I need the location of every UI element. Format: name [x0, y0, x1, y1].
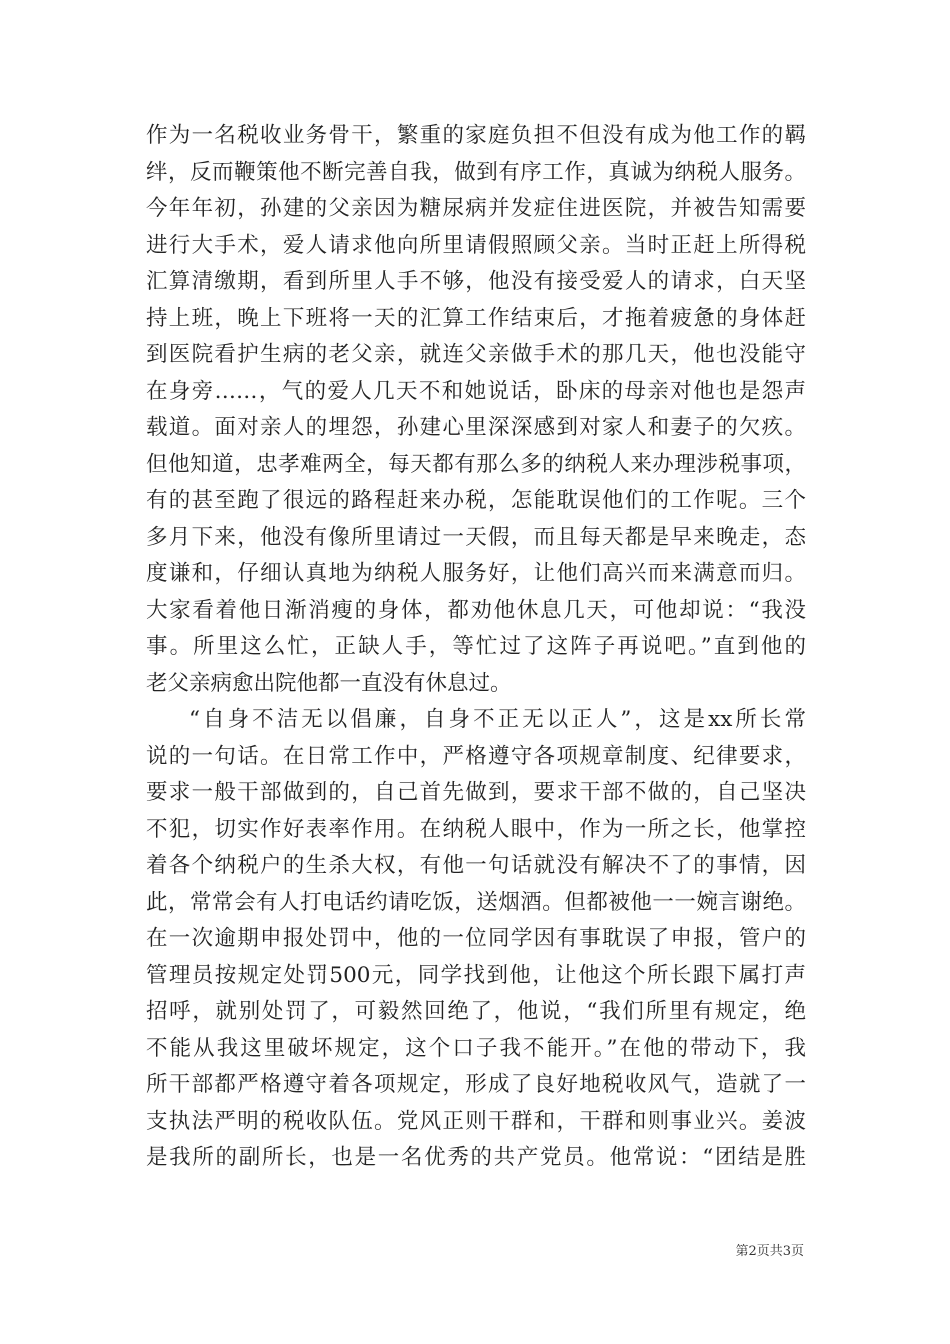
text-line: 此，常常会有人打电话约请吃饭，送烟酒。但都被他一一婉言谢绝。 [146, 889, 806, 915]
text-line: 在身旁……，气的爱人几天不和她说话，卧床的母亲对他也是怨声 [146, 378, 806, 404]
text-line: 汇算清缴期，看到所里人手不够，他没有接受爱人的请求，白天坚 [146, 269, 806, 294]
body-text [146, 118, 806, 1177]
text-line: 招呼，就别处罚了，可毅然回绝了，他说，“我们所里有规定，绝 [146, 999, 806, 1024]
text-line: 作为一名税收业务骨干，繁重的家庭负担不但没有成为他工作的羁 [146, 123, 806, 148]
text-line: 持上班，晚上下班将一天的汇算工作结束后，才拖着疲惫的身体赶 [146, 305, 806, 331]
text-line: 在一次逾期申报处罚中，他的一位同学因有事耽误了申报，管户的 [146, 926, 806, 951]
text-line: 要求一般干部做到的，自己首先做到，要求干部不做的，自己坚决 [146, 780, 806, 805]
text-line: 是我所的副所长，也是一名优秀的共产党员。他常说：“团结是胜 [146, 1145, 806, 1170]
text-line: 有的甚至跑了很远的路程赶来办税，怎能耽误他们的工作呢。三个 [146, 488, 806, 513]
text-line: 到医院看护生病的老父亲，就连父亲做手术的那几天，他也没能守 [146, 342, 806, 367]
text-line: 事。所里这么忙，正缺人手，等忙过了这阵子再说吧。”直到他的 [146, 634, 806, 659]
text-line: 着各个纳税户的生杀大权，有他一句话就没有解决不了的事情，因 [146, 853, 806, 878]
text-line: 不能从我这里破坏规定，这个口子我不能开。”在他的带动下，我 [146, 1035, 806, 1061]
text-line: 绊，反而鞭策他不断完善自我，做到有序工作，真诚为纳税人服务。 [146, 159, 806, 185]
text-line: 大家看着他日渐消瘦的身体，都劝他休息几天，可他却说：“我没 [146, 597, 806, 623]
text-line: 支执法严明的税收队伍。党风正则干群和，干群和则事业兴。姜波 [146, 1108, 806, 1134]
text-line: 管理员按规定处罚500元，同学找到他，让他这个所长跟下属打声 [146, 962, 806, 988]
text-line: 老父亲病愈出院他都一直没有休息过。 [146, 670, 512, 696]
text-line: 多月下来，他没有像所里请过一天假，而且每天都是早来晚走，态 [146, 524, 806, 550]
text-line: 度谦和，仔细认真地为纳税人服务好，让他们高兴而来满意而归。 [146, 561, 806, 586]
text-line: 今年年初，孙建的父亲因为糖尿病并发症住进医院，并被告知需要 [146, 196, 806, 221]
text-line: 说的一句话。在日常工作中，严格遵守各项规章制度、纪律要求， [146, 743, 806, 769]
text-line: 进行大手术，爱人请求他向所里请假照顾父亲。当时正赶上所得税 [146, 232, 806, 258]
page-number: 第2页共3页 [735, 1244, 804, 1259]
text-line: 不犯，切实作好表率作用。在纳税人眼中，作为一所之长，他掌控 [146, 816, 806, 842]
text-line: 载道。面对亲人的埋怨，孙建心里深深感到对家人和妻子的欠疚。 [146, 415, 806, 440]
text-line: 所干部都严格遵守着各项规定，形成了良好地税收风气，造就了一 [146, 1072, 806, 1097]
text-line: “自身不洁无以倡廉，自身不正无以正人”，这是xx所长常 [189, 707, 806, 732]
text-line: 但他知道，忠孝难两全，每天都有那么多的纳税人来办理涉税事项， [146, 451, 806, 477]
